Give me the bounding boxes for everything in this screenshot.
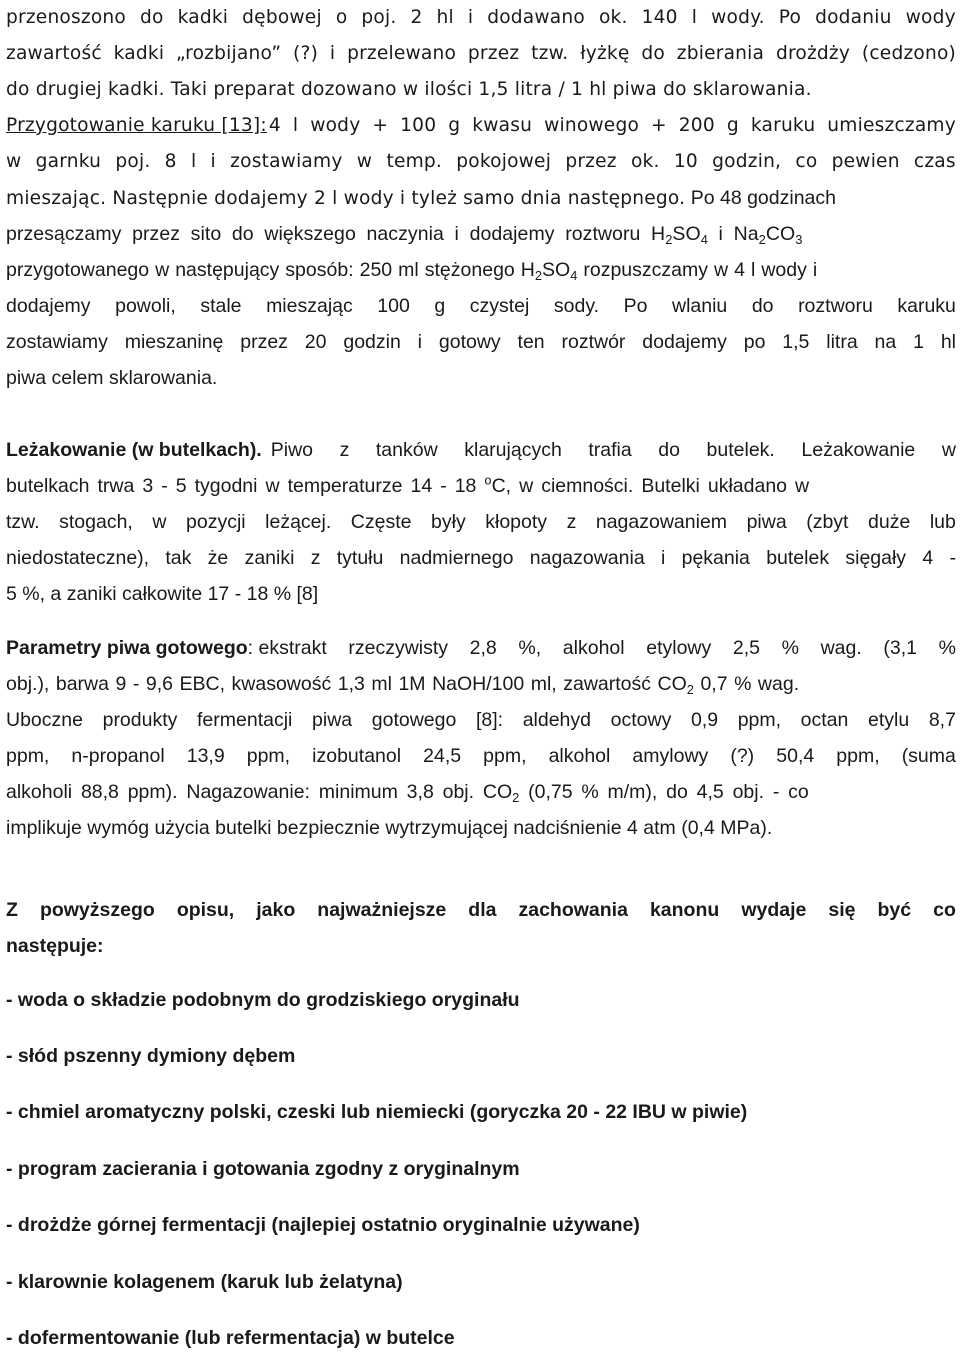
- word: stale: [200, 295, 242, 317]
- word: przez: [565, 151, 617, 172]
- word: godzin: [343, 331, 401, 353]
- lez-line-5: 5 %, a zaniki całkowite 17 - 18 % [8]: [6, 583, 319, 605]
- par-line-2: [6, 666, 956, 702]
- word: wody: [310, 115, 361, 136]
- word: co: [795, 151, 818, 172]
- word: (?): [293, 43, 319, 64]
- karuk-line-1-rest: [267, 108, 956, 144]
- par-line-2-text-b: 0,7 % wag.: [693, 673, 800, 695]
- word: 13,9: [186, 745, 225, 767]
- formula-part: SO: [542, 259, 571, 281]
- word: Uboczne: [6, 709, 83, 731]
- word: mieszając: [266, 295, 353, 317]
- karuk-line-2: [6, 144, 956, 180]
- lez-line-2-text-b: C, w ciemności. Butelki układano w: [491, 475, 810, 497]
- formula-part: SO: [672, 223, 701, 245]
- subscript: 2: [686, 681, 694, 697]
- word: zawartość: [6, 43, 102, 64]
- word: piwa: [746, 511, 787, 533]
- word: kłopoty: [485, 511, 548, 533]
- summary-line-1: [6, 892, 956, 928]
- par-line-5-text-b: (0,75 % m/m), do 4,5 obj. - co: [519, 781, 809, 803]
- subscript: 3: [795, 231, 803, 247]
- par-line-6: implikuje wymóg użycia butelki bezpiecznie wytrzymującej nadciśnienie 4 atm (0,4 MPa).: [6, 817, 773, 839]
- word: były: [431, 511, 466, 533]
- word: i: [329, 43, 336, 64]
- word: 100: [377, 295, 410, 317]
- word: powoli,: [115, 295, 176, 317]
- word: ppm,: [483, 745, 527, 767]
- word: Z: [6, 899, 18, 921]
- summary-line-2: następuje:: [6, 935, 104, 957]
- word: przez: [240, 331, 288, 353]
- word: temp.: [386, 151, 443, 172]
- lez-line-4: [6, 540, 956, 576]
- word: : ekstrakt: [247, 637, 327, 659]
- word: -: [949, 547, 956, 569]
- word: pokojowej: [456, 151, 552, 172]
- word: „rozbijano”: [176, 43, 282, 64]
- lez-line-2-text: butelkach trwa 3 - 5 tygodni w temperaturze 14 - 18: [6, 475, 485, 497]
- word: %,: [518, 637, 542, 659]
- formula-part: rozpuszczamy w 4 l wody i: [577, 259, 818, 281]
- word: do: [658, 439, 680, 461]
- word: %: [938, 637, 956, 659]
- word: poj.: [361, 7, 397, 28]
- word: ok.: [630, 151, 660, 172]
- word: rzeczywisty: [348, 637, 449, 659]
- karuk-line-8: piwa celem sklarowania.: [6, 367, 218, 389]
- word: kanonu: [649, 899, 720, 921]
- word: jako: [256, 899, 296, 921]
- word: 2,8: [469, 637, 497, 659]
- word: (?): [730, 745, 755, 767]
- word: i: [660, 547, 666, 569]
- word: amylowy: [632, 745, 709, 767]
- word: dodawano: [487, 7, 585, 28]
- par-line-1-rest: [248, 630, 956, 666]
- word: do: [751, 295, 774, 317]
- subscript: 4: [700, 231, 708, 247]
- word: izobutanol: [312, 745, 402, 767]
- word: dębowej: [242, 7, 322, 28]
- list-item: - drożdże górnej fermentacji (najlepiej ostatnio oryginalnie używane): [6, 1214, 640, 1236]
- word: winowego: [544, 115, 640, 136]
- word: gotowego: [371, 709, 457, 731]
- word: nadmiernego: [399, 547, 514, 569]
- word: octowy: [610, 709, 672, 731]
- word: (cedzono): [861, 43, 956, 64]
- word: zaniki: [244, 547, 295, 569]
- word: 100: [400, 115, 437, 136]
- word: 140: [641, 7, 678, 28]
- word: sody.: [553, 295, 600, 317]
- word: wydaje: [741, 899, 807, 921]
- word: 4: [922, 547, 934, 569]
- par-line-4: [6, 738, 956, 774]
- word: l: [292, 115, 299, 136]
- word: do: [140, 7, 164, 28]
- word: hl: [940, 331, 956, 353]
- par-line-3: [6, 702, 956, 738]
- word: 10: [673, 151, 698, 172]
- word: 50,4: [776, 745, 815, 767]
- word: drożdży: [775, 43, 851, 64]
- word: +: [651, 115, 667, 136]
- word: Po: [778, 7, 802, 28]
- lez-line-3: [6, 504, 956, 540]
- word: duże: [868, 511, 911, 533]
- word: ppm,: [246, 745, 291, 767]
- list-item: - program zacierania i gotowania zgodny z oryginalnym: [6, 1158, 520, 1180]
- word: sięgały: [845, 547, 907, 569]
- word: z: [566, 511, 577, 533]
- word: pozycji: [186, 511, 246, 533]
- word: 200: [678, 115, 715, 136]
- word: 2: [410, 7, 423, 28]
- word: i: [417, 331, 423, 353]
- lez-heading: Leżakowanie (w butelkach).: [6, 439, 262, 461]
- word: (zbyt: [806, 511, 849, 533]
- intro-line-2: [6, 36, 956, 72]
- word: garnku: [35, 151, 102, 172]
- word: (3,1: [883, 637, 918, 659]
- karuk-line-5-text: przygotowanego w następujący sposób: 250 ml stężonego H: [6, 259, 535, 281]
- word: z: [339, 439, 350, 461]
- word: ppm,: [737, 709, 782, 731]
- word: na: [874, 331, 897, 353]
- word: 0,9: [690, 709, 719, 731]
- word: godzin,: [712, 151, 782, 172]
- lez-line-2: [6, 468, 956, 504]
- word: litra: [826, 331, 858, 353]
- word: i: [467, 7, 474, 28]
- list-item: - dofermentowanie (lub refermentacja) w butelce: [6, 1327, 455, 1349]
- formula-part: CO: [765, 223, 796, 245]
- word: trafia: [588, 439, 632, 461]
- subscript: 2: [512, 789, 520, 805]
- karuk-line-5: [6, 252, 956, 288]
- word: w: [6, 151, 22, 172]
- word: nagazowania: [529, 547, 645, 569]
- karuk-heading: Przygotowanie karuku [13]:: [6, 115, 267, 136]
- word: najważniejsze: [317, 899, 447, 921]
- word: ten: [517, 331, 545, 353]
- subscript: 2: [758, 231, 766, 247]
- list-item: - woda o składzie podobnym do grodziskiego oryginału: [6, 989, 520, 1011]
- word: piwa: [312, 709, 353, 731]
- word: czystej: [469, 295, 530, 317]
- word: 20: [304, 331, 327, 353]
- word: 8,7: [928, 709, 956, 731]
- word: tanków: [375, 439, 438, 461]
- karuk-line-7: [6, 324, 956, 360]
- word: g: [726, 115, 739, 136]
- word: umieszczamy: [827, 115, 956, 136]
- word: po: [743, 331, 766, 353]
- word: tzw.: [531, 43, 569, 64]
- list-item: - klarownie kolagenem (karuk lub żelatyna): [6, 1271, 403, 1293]
- subscript: 4: [570, 267, 578, 283]
- word: zostawiamy: [6, 331, 108, 353]
- intro-line-3: do drugiej kadki. Taki preparat dozowano w ilości 1,5 litra / 1 hl piwa do sklarowania.: [6, 79, 812, 100]
- word: butelek.: [706, 439, 775, 461]
- word: Leżakowanie: [801, 439, 916, 461]
- word: poj.: [115, 151, 151, 172]
- word: 24,5: [423, 745, 462, 767]
- word: tytułu: [336, 547, 384, 569]
- par-line-2-text: obj.), barwa 9 - 9,6 EBC, kwasowość 1,3 ml 1M NaOH/100 ml, zawartość CO: [6, 673, 687, 695]
- word: ppm,: [6, 745, 50, 767]
- word: przenoszono: [6, 7, 126, 28]
- word: 2,5: [732, 637, 760, 659]
- word: roztworu: [798, 295, 873, 317]
- karuk-line-3: [6, 180, 956, 216]
- karuk-line-4: [6, 216, 956, 252]
- karuk-line-3-b: Po 48 godzinach: [685, 187, 836, 209]
- lez-line-1-rest: [262, 432, 956, 468]
- word: łyżkę: [580, 43, 630, 64]
- word: przelewano: [347, 43, 457, 64]
- degree-superscript: o: [484, 472, 492, 488]
- word: opisu,: [176, 899, 235, 921]
- word: +: [372, 115, 389, 136]
- word: leżącej.: [265, 511, 332, 533]
- word: pewien: [831, 151, 900, 172]
- karuk-line-1: [6, 108, 956, 144]
- word: karuku: [750, 115, 816, 136]
- word: wlaniu: [672, 295, 728, 317]
- word: etylu: [868, 709, 910, 731]
- subscript: 2: [534, 267, 543, 283]
- word: karuku: [897, 295, 956, 317]
- word: lub: [929, 511, 956, 533]
- word: g: [448, 115, 461, 136]
- par-line-5: [6, 774, 956, 810]
- word: niedostateczne),: [6, 547, 150, 569]
- word: g: [434, 295, 446, 317]
- word: octan: [800, 709, 849, 731]
- word: dla: [468, 899, 497, 921]
- word: i: [210, 151, 216, 172]
- word: być: [877, 899, 912, 921]
- word: zostawiamy: [230, 151, 343, 172]
- word: dodaniu: [815, 7, 892, 28]
- intro-line-1: [6, 0, 956, 36]
- word: [8]:: [475, 709, 504, 731]
- word: w: [152, 511, 167, 533]
- word: zachowania: [518, 899, 628, 921]
- word: nagazowaniem: [595, 511, 728, 533]
- word: w: [356, 151, 373, 172]
- word: hl: [436, 7, 454, 28]
- word: o: [335, 7, 348, 28]
- word: zbierania: [676, 43, 765, 64]
- word: etylowy: [646, 637, 712, 659]
- word: stogach,: [59, 511, 133, 533]
- lez-line-1: [6, 432, 956, 468]
- word: powyższego: [39, 899, 155, 921]
- word: wody: [905, 7, 956, 28]
- formula-part: i Na: [707, 223, 759, 245]
- par-heading: Parametry piwa gotowego: [6, 637, 248, 659]
- word: dodajemy: [6, 295, 91, 317]
- word: w: [941, 439, 956, 461]
- word: %: [781, 637, 799, 659]
- word: przez: [467, 43, 520, 64]
- word: się: [828, 899, 856, 921]
- word: kadki: [177, 7, 229, 28]
- word: 1,5: [782, 331, 810, 353]
- word: wody.: [711, 7, 765, 28]
- list-item: - słód pszenny dymiony dębem: [6, 1045, 296, 1067]
- word: wag.: [820, 637, 862, 659]
- karuk-line-4-text: przesączamy przez sito do większego naczynia i dodajemy roztworu H: [6, 223, 666, 245]
- word: tak: [165, 547, 192, 569]
- par-line-5-text: alkoholi 88,8 ppm). Nagazowanie: minimum 3,8 obj. CO: [6, 781, 513, 803]
- word: produkty: [102, 709, 178, 731]
- word: Po: [623, 295, 648, 317]
- par-line-1: [6, 630, 956, 666]
- word: alkohol: [548, 745, 611, 767]
- word: co: [933, 899, 956, 921]
- list-item: - chmiel aromatyczny polski, czeski lub niemiecki (goryczka 20 - 22 IBU w piwie): [6, 1101, 748, 1123]
- word: aldehyd: [522, 709, 591, 731]
- word: 8: [164, 151, 177, 172]
- word: kadki: [113, 43, 165, 64]
- word: tzw.: [6, 511, 40, 533]
- word: butelek: [766, 547, 830, 569]
- word: fermentacji: [197, 709, 293, 731]
- word: (suma: [901, 745, 956, 767]
- word: kwasu: [472, 115, 533, 136]
- word: ok.: [598, 7, 628, 28]
- word: klarujących: [464, 439, 562, 461]
- word: Piwo: [270, 439, 314, 461]
- karuk-line-3-a: mieszając. Następnie dodajemy 2 l wody i tyleż samo dnia następnego.: [6, 188, 686, 209]
- word: n-propanol: [71, 745, 165, 767]
- word: 1: [913, 331, 924, 353]
- word: dodajemy: [642, 331, 727, 353]
- word: do: [641, 43, 665, 64]
- word: że: [207, 547, 229, 569]
- subscript: 2: [665, 231, 673, 247]
- word: czas: [913, 151, 956, 172]
- word: gotowy: [438, 331, 501, 353]
- word: l: [190, 151, 197, 172]
- word: ppm,: [836, 745, 880, 767]
- word: 4: [268, 115, 281, 136]
- word: Częste: [350, 511, 412, 533]
- word: roztwór: [561, 331, 626, 353]
- word: alkohol: [562, 637, 625, 659]
- word: l: [691, 7, 698, 28]
- word: pękania: [681, 547, 750, 569]
- word: mieszaninę: [124, 331, 224, 353]
- karuk-line-6: [6, 288, 956, 324]
- word: z: [310, 547, 321, 569]
